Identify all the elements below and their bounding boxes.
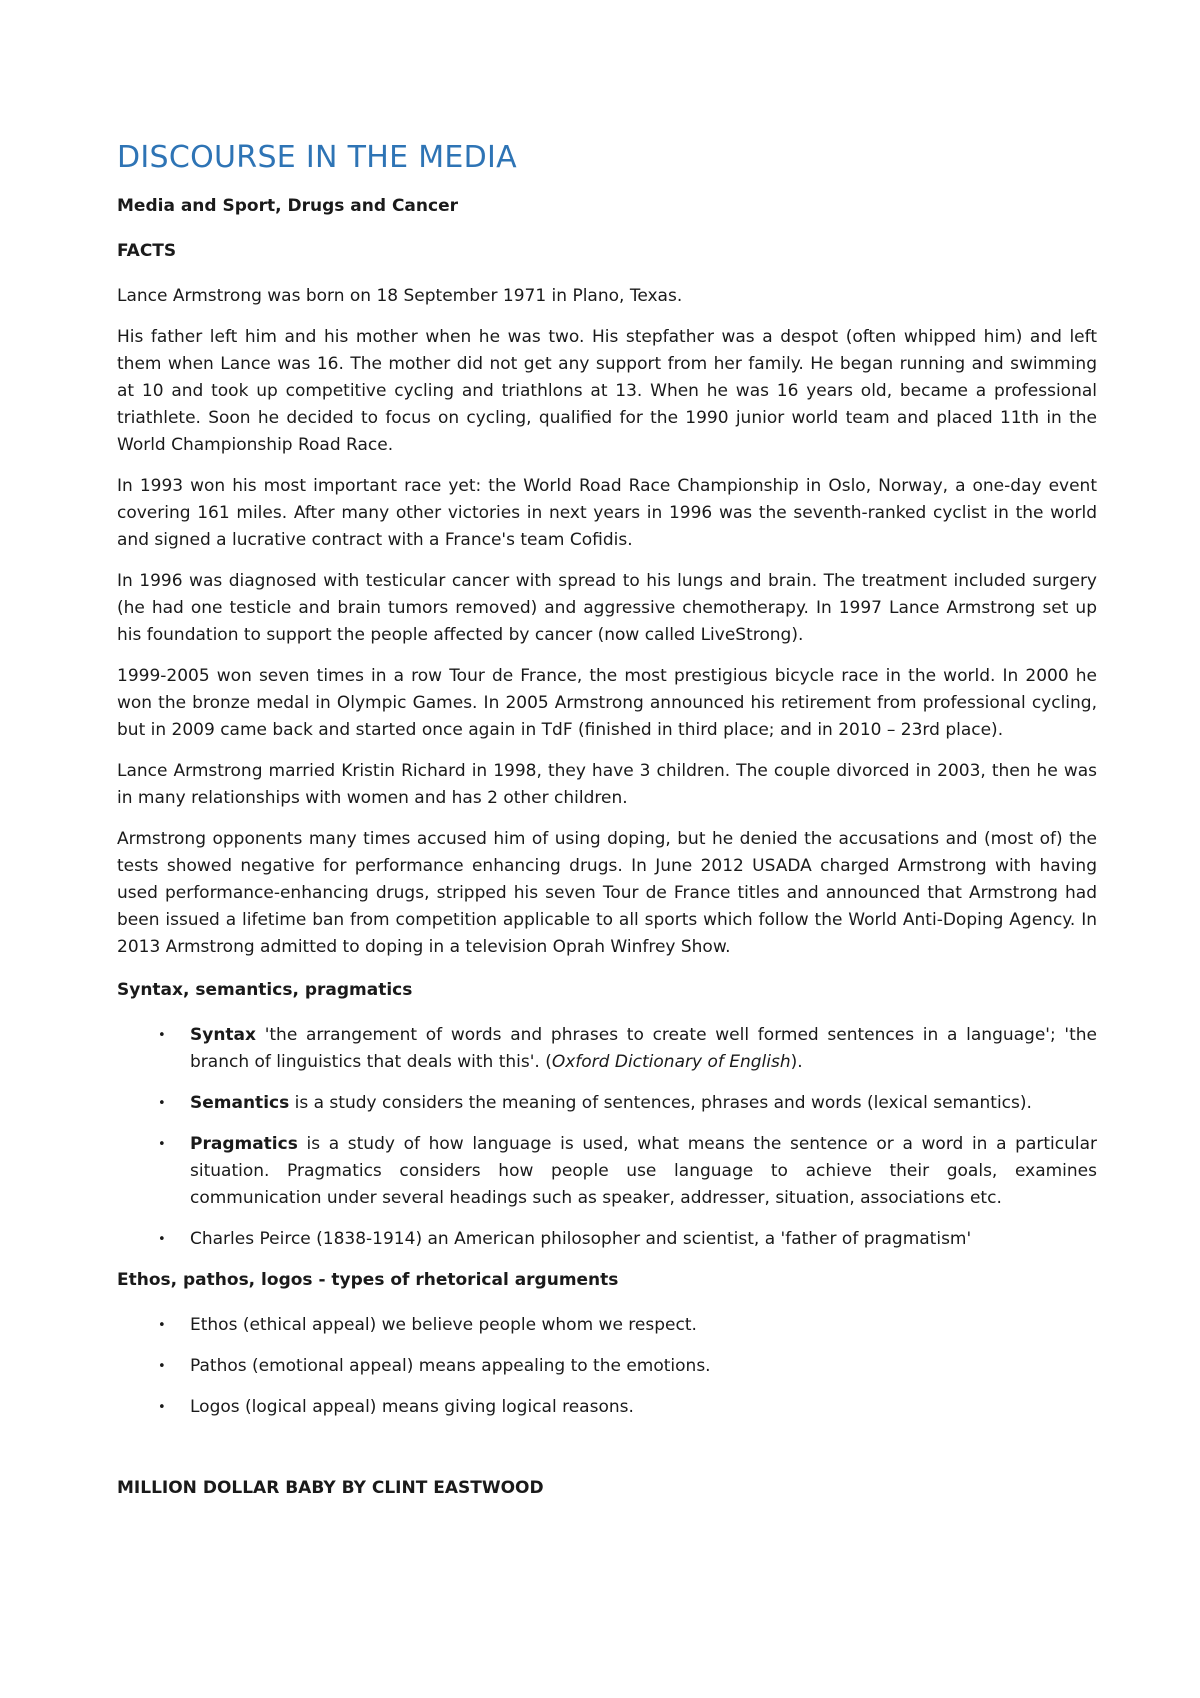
ethos-item: Ethos (ethical appeal) we believe people whom we respect. [190,1315,697,1335]
facts-paragraph-birth: Lance Armstrong was born on 18 September 1971 in Plano, Texas. [117,286,683,306]
pragmatics-definition: is a study of how language is used, what means the sentence or a word in a particular situation. Pragmatics considers how people use language to achieve their goals, examines communication under several headings such as speaker, addresser, situation, associations etc. [190,1134,1097,1208]
rhetoric-list [117,1312,1097,1421]
list-item [158,1131,1097,1212]
bullet-icon: • [158,1096,166,1111]
facts-paragraph-cancer: In 1996 was diagnosed with testicular cancer with spread to his lungs and brain. The treatment included surgery (he had one testicle and brain tumors removed) and aggressive chemotherapy. In 1997 Lance Armstrong set up his foundation to support the people affected by cancer (now called LiveStrong). [117,571,1097,645]
list-item [158,1090,1097,1117]
ssp-heading: Syntax, semantics, pragmatics [117,980,413,1000]
term-pragmatics: Pragmatics [190,1134,298,1154]
bullet-icon: • [158,1400,166,1415]
facts-paragraph-1993: In 1993 won his most important race yet: the World Road Race Championship in Oslo, Norway, a one-day event covering 161 miles. After many other victories in next years in 1996 was the seventh-ranked cyclist in the world and signed a lucrative contract with a France's team Cofidis. [117,476,1097,550]
facts-paragraph-tour: 1999-2005 won seven times in a row Tour de France, the most prestigious bicycle race in the world. In 2000 he won the bronze medal in Olympic Games. In 2005 Armstrong announced his retirement from professional cycling, but in 2009 came back and started once again in TdF (finished in third place; and in 2010 – 23rd place). [117,666,1097,740]
bullet-icon: • [158,1359,166,1374]
facts-paragraph-doping: Armstrong opponents many times accused him of using doping, but he denied the accusations and (most of) the tests showed negative for performance enhancing drugs. In June 2012 USADA charged Armstrong with having used performance-enhancing drugs, stripped his seven Tour de France titles and announced that Armstrong had been issued a lifetime ban from competition applicable to all sports which follow the World Anti-Doping Agency. In 2013 Armstrong admitted to doping in a television Oprah Winfrey Show. [117,829,1097,957]
list-item [158,1312,1097,1339]
list-item [158,1394,1097,1421]
peirce-note: Charles Peirce (1838-1914) an American philosopher and scientist, a 'father of pragmatism' [190,1229,972,1249]
facts-paragraph-childhood: His father left him and his mother when he was two. His stepfather was a despot (often whipped him) and left them when Lance was 16. The mother did not get any support from her family. He began running and swimming at 10 and took up competitive cycling and triathlons at 13. When he was 16 years old, became a professional triathlete. Soon he decided to focus on cycling, qualified for the 1990 junior world team and placed 11th in the World Championship Road Race. [117,327,1097,455]
term-semantics: Semantics [190,1093,290,1113]
ssp-list [117,1022,1097,1253]
syntax-citation: Oxford Dictionary of English [551,1052,791,1072]
term-syntax: Syntax [190,1025,256,1045]
semantics-definition: is a study considers the meaning of sentences, phrases and words (lexical semantics). [289,1093,1032,1113]
syntax-definition-end: ). [790,1052,803,1072]
list-item [158,1022,1097,1076]
list-item [158,1353,1097,1380]
syntax-definition: 'the arrangement of words and phrases to create well formed sentences in a language'; 'the branch of linguistics that deals with this'. ( [190,1025,1097,1072]
bullet-icon: • [158,1318,166,1333]
pathos-item: Pathos (emotional appeal) means appealing to the emotions. [190,1356,711,1376]
bullet-icon: • [158,1232,166,1247]
list-item [158,1226,1097,1253]
facts-heading: FACTS [117,241,177,261]
subtitle: Media and Sport, Drugs and Cancer [117,196,458,216]
page-title: DISCOURSE IN THE MEDIA [117,140,517,175]
facts-paragraph-family: Lance Armstrong married Kristin Richard in 1998, they have 3 children. The couple divorced in 2003, then he was in many relationships with women and has 2 other children. [117,761,1097,808]
logos-item: Logos (logical appeal) means giving logical reasons. [190,1397,634,1417]
bullet-icon: • [158,1028,166,1043]
rhetoric-heading: Ethos, pathos, logos - types of rhetorical arguments [117,1270,619,1290]
section-heading-million-dollar-baby: MILLION DOLLAR BABY BY CLINT EASTWOOD [117,1478,544,1498]
bullet-icon: • [158,1137,166,1152]
